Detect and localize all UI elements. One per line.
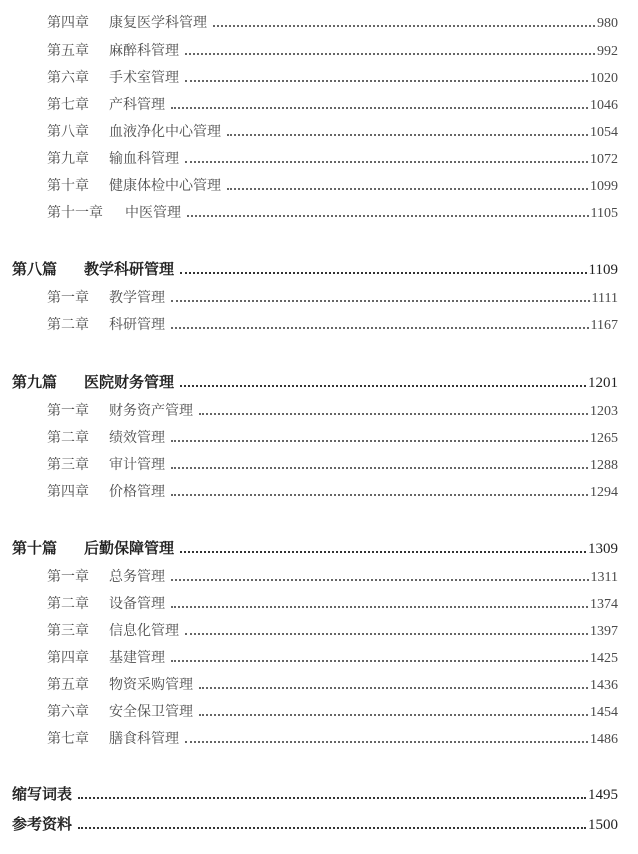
leader-dots: [171, 107, 588, 109]
leader-dots: [199, 687, 588, 689]
page-number: 1311: [590, 570, 618, 585]
toc-part-entry[interactable]: [12, 258, 618, 279]
page-number: 1374: [590, 597, 618, 612]
page-number: 1294: [590, 485, 618, 500]
page-number: 1054: [590, 125, 618, 140]
entry-title: 教学科研管理: [84, 260, 175, 278]
leader-dots: [171, 300, 590, 302]
page-number: 1288: [590, 458, 618, 473]
toc-chapter-entry[interactable]: [47, 67, 618, 87]
entry-number: 第八篇: [12, 260, 58, 278]
leader-dots: [227, 134, 588, 136]
entry-number: 第二章: [47, 430, 89, 446]
leader-dots: [199, 714, 588, 716]
entry-number: 第十一章: [47, 205, 103, 221]
toc-chapter-entry[interactable]: [47, 148, 618, 168]
toc-part-entry[interactable]: [12, 813, 618, 834]
toc-chapter-entry[interactable]: [47, 728, 618, 748]
page-number: 1500: [588, 817, 618, 833]
entry-title: 基建管理: [109, 650, 165, 666]
entry-number: 第五章: [47, 43, 89, 59]
toc-chapter-entry[interactable]: [47, 202, 618, 222]
entry-number: 第九篇: [12, 373, 58, 391]
toc-chapter-entry[interactable]: [47, 94, 618, 114]
leader-dots: [185, 161, 588, 163]
page-number: 1167: [590, 318, 618, 333]
toc-chapter-entry[interactable]: [47, 121, 618, 141]
entry-title: 后勤保障管理: [84, 539, 175, 557]
toc-chapter-entry[interactable]: [47, 314, 618, 334]
entry-number: 第一章: [47, 403, 89, 419]
toc-chapter-entry[interactable]: [47, 427, 618, 447]
entry-title: 财务资产管理: [109, 403, 193, 419]
leader-dots: [171, 327, 589, 329]
entry-title: 科研管理: [109, 317, 165, 333]
entry-number: 第十章: [47, 178, 89, 194]
toc-chapter-entry[interactable]: [47, 287, 618, 307]
toc-chapter-entry[interactable]: [47, 674, 618, 694]
toc-chapter-entry[interactable]: [47, 175, 618, 195]
toc-part-entry[interactable]: [12, 371, 618, 392]
page-number: 1486: [590, 732, 618, 747]
entry-number: 第七章: [47, 97, 89, 113]
entry-title: 设备管理: [109, 596, 165, 612]
entry-title: 输血科管理: [109, 151, 179, 167]
entry-number: 第六章: [47, 70, 89, 86]
entry-number: 第一章: [47, 290, 89, 306]
entry-title: 健康体检中心管理: [109, 178, 221, 194]
entry-title: 绩效管理: [109, 430, 165, 446]
entry-title: 缩写词表: [12, 785, 73, 803]
page-number: 1109: [588, 262, 618, 278]
leader-dots: [180, 551, 586, 553]
entry-number: 第六章: [47, 704, 89, 720]
page-number: 1201: [588, 375, 618, 391]
entry-number: 第九章: [47, 151, 89, 167]
page-number: 980: [597, 16, 618, 31]
entry-title: 审计管理: [109, 457, 165, 473]
leader-dots: [227, 188, 588, 190]
entry-number: 第五章: [47, 677, 89, 693]
leader-dots: [171, 467, 588, 469]
page-number: 1397: [590, 624, 618, 639]
toc-chapter-entry[interactable]: [47, 593, 618, 613]
leader-dots: [187, 215, 589, 217]
entry-title: 产科管理: [109, 97, 165, 113]
entry-title: 医院财务管理: [84, 373, 175, 391]
entry-number: 第十篇: [12, 539, 58, 557]
leader-dots: [171, 440, 588, 442]
leader-dots: [171, 606, 588, 608]
toc-part-entry[interactable]: [12, 783, 618, 804]
leader-dots: [199, 413, 588, 415]
entry-number: 第四章: [47, 484, 89, 500]
entry-number: 第七章: [47, 731, 89, 747]
entry-number: 第三章: [47, 623, 89, 639]
page-number: 992: [597, 44, 618, 59]
page-number: 1203: [590, 404, 618, 419]
page-number: 1105: [590, 206, 618, 221]
leader-dots: [171, 579, 589, 581]
toc-chapter-entry[interactable]: [47, 454, 618, 474]
entry-number: 第四章: [47, 650, 89, 666]
entry-number: 第二章: [47, 596, 89, 612]
entry-number: 第三章: [47, 457, 89, 473]
entry-title: 参考资料: [12, 815, 73, 833]
entry-title: 安全保卫管理: [109, 704, 193, 720]
leader-dots: [185, 741, 588, 743]
toc-chapter-entry[interactable]: [47, 701, 618, 721]
leader-dots: [213, 25, 595, 27]
leader-dots: [171, 660, 588, 662]
leader-dots: [171, 494, 588, 496]
toc-part-entry[interactable]: [12, 537, 618, 558]
toc-chapter-entry[interactable]: [47, 647, 618, 667]
toc-chapter-entry[interactable]: [47, 400, 618, 420]
leader-dots: [180, 272, 587, 274]
entry-number: 第二章: [47, 317, 89, 333]
entry-number: 第四章: [47, 15, 89, 31]
leader-dots: [180, 385, 586, 387]
page-number: 1099: [590, 179, 618, 194]
page-number: 1072: [590, 152, 618, 167]
entry-title: 麻醉科管理: [109, 43, 179, 59]
entry-title: 血液净化中心管理: [109, 124, 221, 140]
leader-dots: [78, 797, 586, 799]
entry-title: 物资采购管理: [109, 677, 193, 693]
entry-title: 膳食科管理: [109, 731, 179, 747]
toc-chapter-entry[interactable]: [47, 481, 618, 501]
toc-chapter-entry[interactable]: [47, 566, 618, 586]
entry-title: 康复医学科管理: [109, 15, 207, 31]
entry-title: 中医管理: [125, 205, 181, 221]
page-number: 1111: [591, 291, 618, 306]
toc-chapter-entry[interactable]: [47, 12, 618, 32]
page-number: 1495: [588, 787, 618, 803]
page-number: 1046: [590, 98, 618, 113]
toc-chapter-entry[interactable]: [47, 40, 618, 60]
page-number: 1265: [590, 431, 618, 446]
page-number: 1454: [590, 705, 618, 720]
entry-title: 教学管理: [109, 290, 165, 306]
leader-dots: [185, 633, 588, 635]
entry-title: 信息化管理: [109, 623, 179, 639]
entry-title: 总务管理: [109, 569, 165, 585]
entry-title: 价格管理: [109, 484, 165, 500]
entry-title: 手术室管理: [109, 70, 179, 86]
leader-dots: [185, 53, 595, 55]
entry-number: 第八章: [47, 124, 89, 140]
page-number: 1436: [590, 678, 618, 693]
page-number: 1309: [588, 541, 618, 557]
page-number: 1425: [590, 651, 618, 666]
leader-dots: [78, 827, 586, 829]
leader-dots: [185, 80, 588, 82]
page-number: 1020: [590, 71, 618, 86]
entry-number: 第一章: [47, 569, 89, 585]
toc-chapter-entry[interactable]: [47, 620, 618, 640]
